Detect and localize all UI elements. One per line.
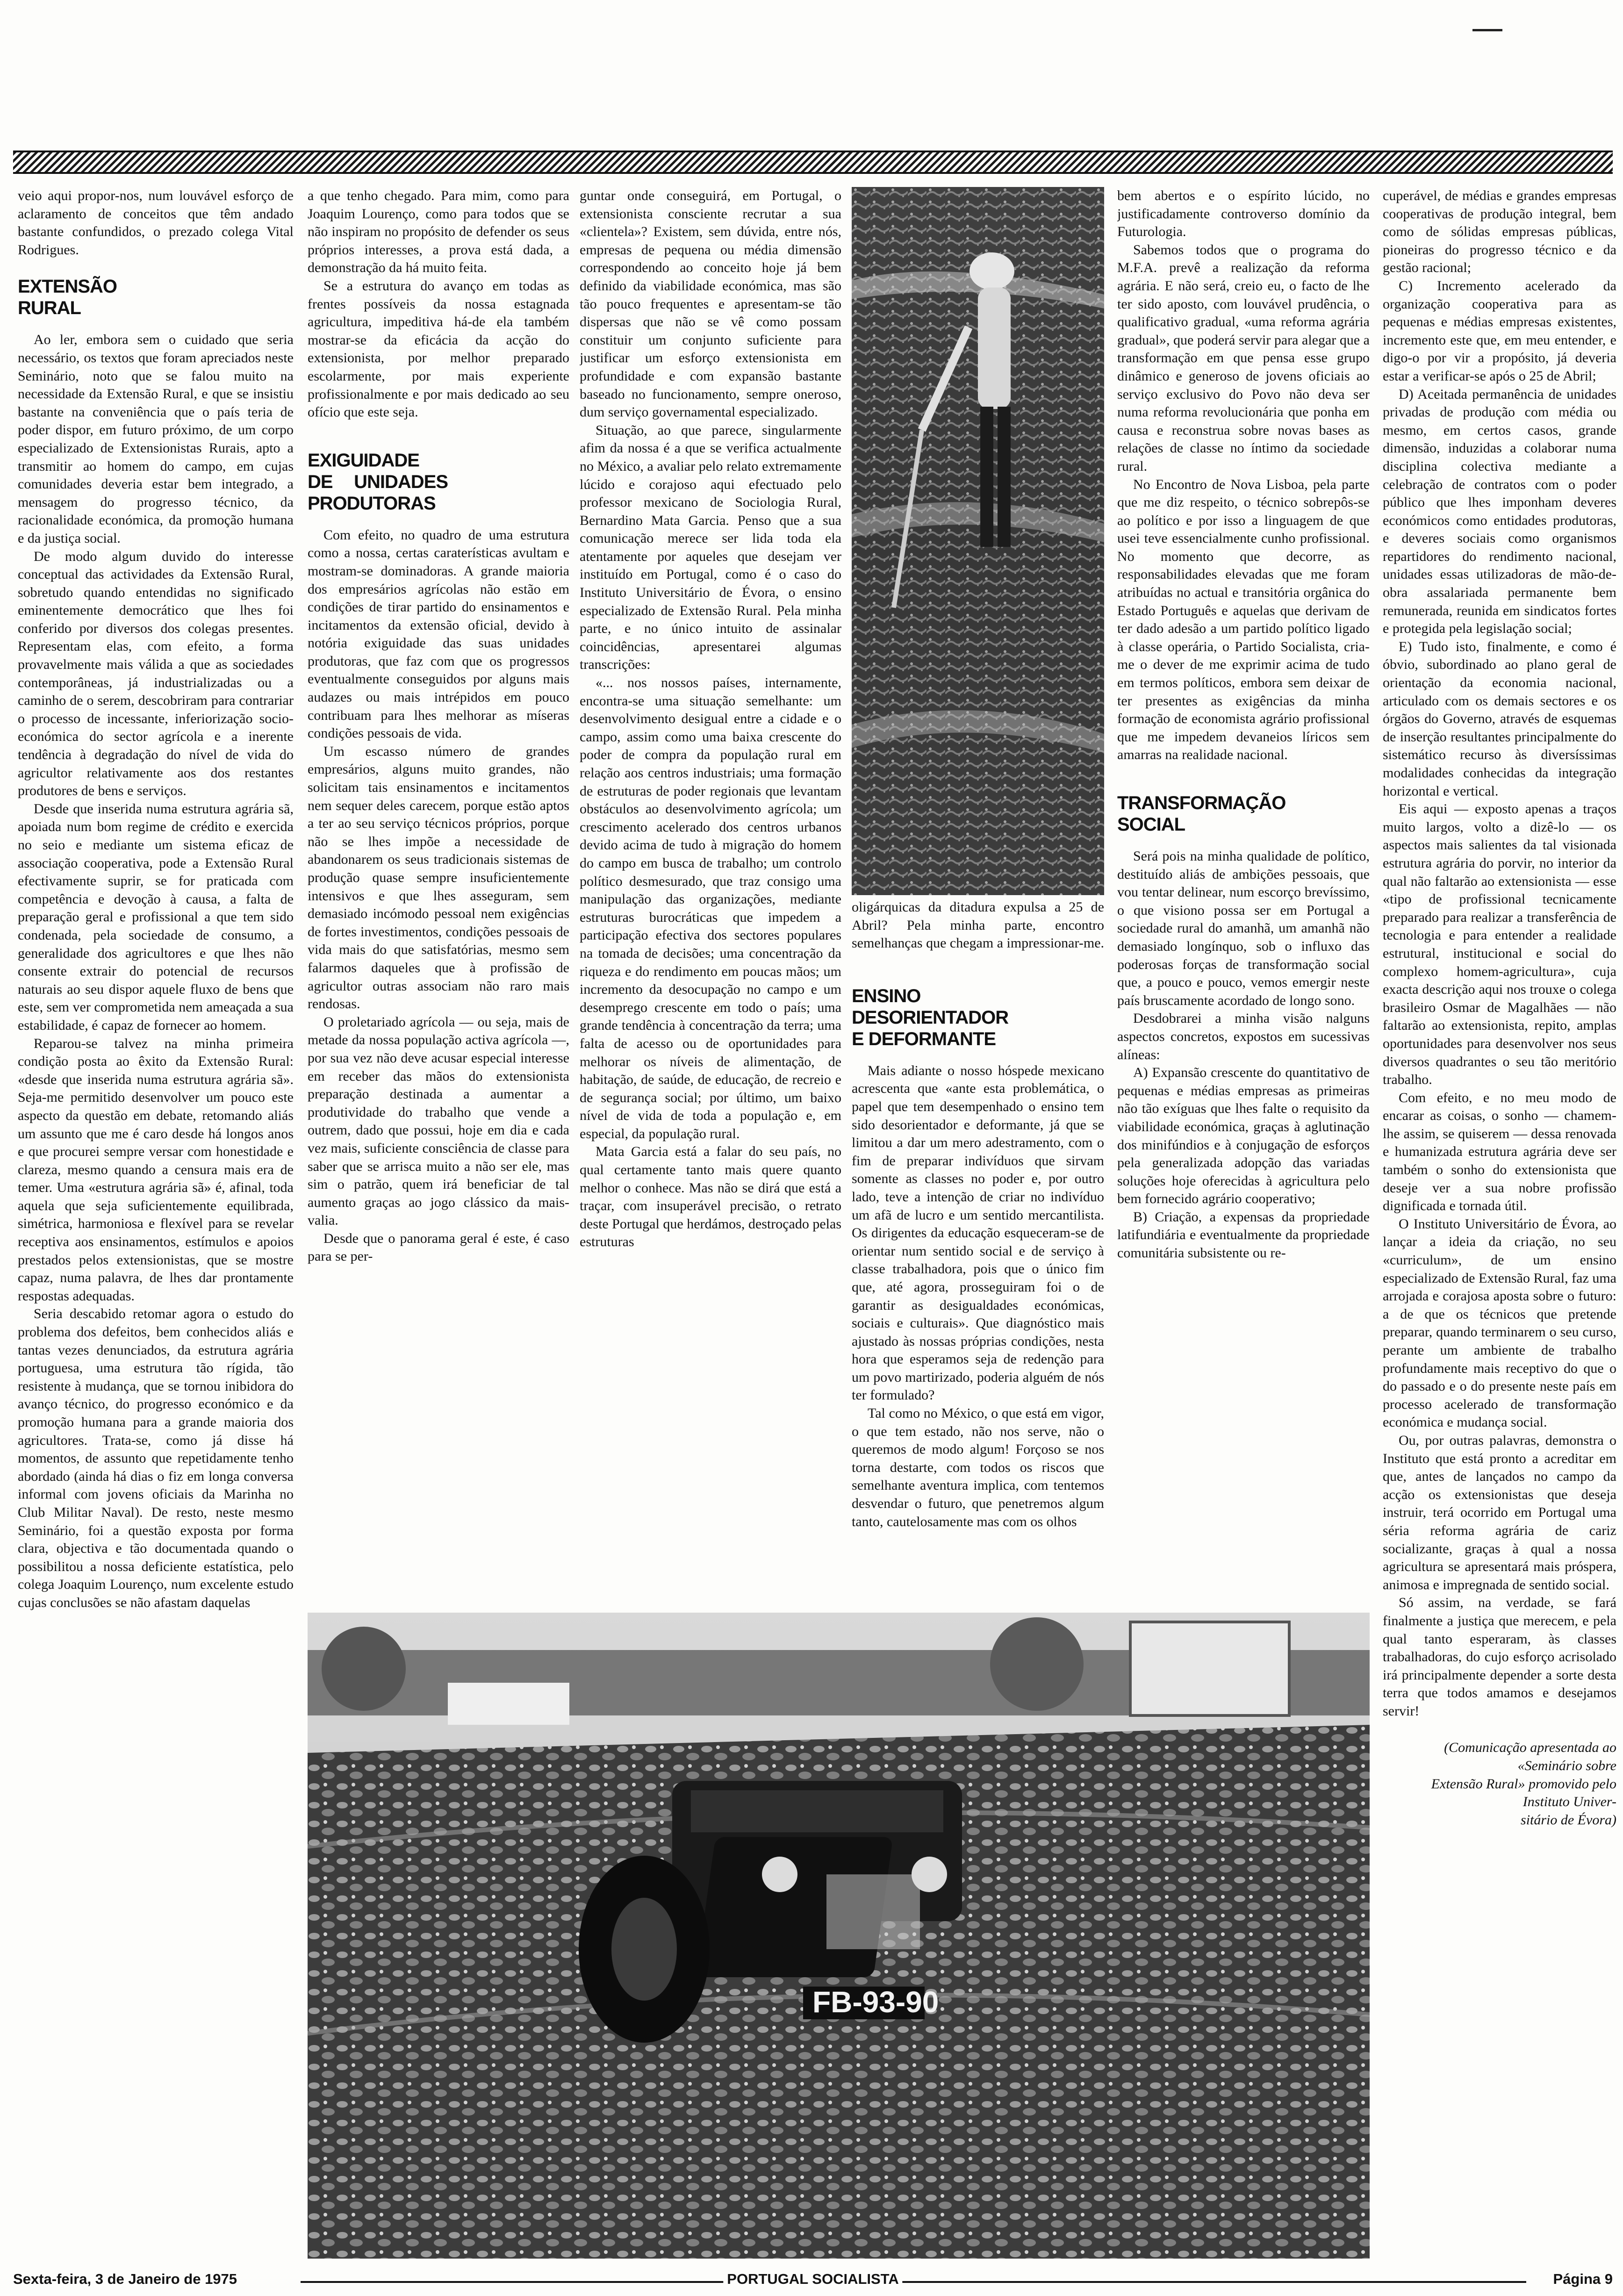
tractor-photo [308, 1613, 1370, 2259]
paragraph: Ao ler, embora sem o cuidado que seria necessário, os textos que foram apreciados neste Seminário, noto que se falou muito na necessidade da Extensão Rural, e que se insistiu bastante na conveniência que o país teria de poder dispor, em futuro próximo, de um corpo especializado de Extensionistas Rurais, apto a transmitir ao homem do campo, em cujas comunidades deveria estar bem integrado, a mensagem do progresso técnico, da racionalidade económica, da promoção humana e da justiça social. [18, 332, 294, 546]
section-heading: ENSINO DESORIENTADOR E DEFORMANTE [852, 985, 1009, 1049]
credit-line: sitário de Évora) [1521, 1812, 1616, 1828]
paragraph: a que tenho chegado. Para mim, como para Joaquim Lourenço, como para todos que se não inspiram no propósito de defender os seus próprios interesses, a prova está dada, a demonstração da há muito feita. [308, 188, 569, 276]
column-2 [308, 187, 569, 1589]
farmer-photo [852, 187, 1104, 895]
paragraph: Desde que o panorama geral é este, é caso para se per- [308, 1230, 569, 1264]
paragraph: Com efeito, no quadro de uma estrutura como a nossa, certas caraterísticas avultam e mostram-se dominadoras. A grande maioria dos empresários agrícolas não estão em condições de tirar partido do ensinamentos e incitamentos da extensão oficial, devido à notória exiguidade das suas unidades produtoras, que faz com que os progressos eventualmente conseguidos por alguns mais audazes ou mais intrépidos em pouco contribuam para lhes melhorar as míseras condições pessoais de vida. [308, 527, 569, 741]
footer-date: Sexta-feira, 3 de Janeiro de 1975 [13, 2271, 237, 2287]
paragraph: Um escasso número de grandes empresários, alguns muito grandes, não solicitam tais ensinamentos e incitamentos nem sequer deles carecem, porque estão aptos a ter ao seu serviço técnicos próprios, porque não se lhes impõe a necessidade de abandonarem os seus tradicionais sistemas de produção quase sempre insuficientemente intensivos e que lhes asseguram, sem demasiado incómodo pessoal nem exigências de fortes investimentos, condições pessoais de vida mais do que satisfatórias, mesmo sem falarmos daqueles que à profissão de agricultor outras associam não raro mais rendosas. [308, 743, 569, 1012]
column-4 [852, 898, 1104, 1609]
paragraph: Eis aqui — exposto apenas a traços muito largos, volto a dizê-lo — os aspectos mais salientes da tal visionada estrutura agrária do porvir, no interior da qual não faltarão ao extensionista — esse «tipo de profissional tecnicamente preparado para realizar a transferência de tecnologia e para entender a realidade estrutural, institucional e social do complexo homem-agricultura», cuja exacta descrição aqui nos trouxe o colega brasileiro Osmar de Magalhães — não faltarão ao extensionista, repito, amplas oportunidades para desenvolver nos seus diversos quadrantes o seu tão meritório trabalho. [1383, 801, 1616, 1088]
header-hatch-band [13, 151, 1613, 174]
paragraph: Desdobrarei a minha visão nalguns aspectos concretos, expostos em sucessivas alíneas: [1117, 1011, 1370, 1062]
tractor-in-field-photo-icon [308, 1613, 1370, 2259]
section-heading: EXTENSÃO RURAL [18, 276, 117, 319]
license-plate-text: FB-93-90 [812, 1985, 939, 2019]
paragraph: «... nos nossos países, internamente, encontra-se uma situação semelhante: um desenvolvimento desigual entre a cidade e o campo, assim como uma baixa crescente do poder de compra da população rural em relação aos centros industriais; uma formação de estruturas de poder regionais que levantam obstáculos ao desenvolvimento agrícola; um crescimento acelerado dos centros urbanos devido acima de tudo à migração do homem do campo em busca de trabalho; um controlo político desmesurado, que traz consigo uma manipulação das organizações, mediante estruturas burocráticas que impedem a participação efectiva dos sectores populares na tomada de decisões; uma concentração da riqueza e do rendimento em poucas mãos; um incremento da desocupação no campo e um desemprego crescente em todo o país; uma grande tendência à concentração da terra; uma falta de acesso ou de oportunidades para melhorar os níveis de alimentação, de habitação, de saúde, de educação, de recreio e de segurança social; por último, um baixo nível de vida de toda a população e, em especial, da população rural. [580, 675, 841, 1141]
paragraph: Mais adiante o nosso hóspede mexicano acrescenta que «ante esta problemática, o papel que tem desempenhado o ensino tem sido desorientador e deformante, já que se limitou a dar um mero adestramento, com o fim de preparar indivíduos que sirvam somente as classes no poder e, por outro lado, teve a intenção de criar no indivíduo um afã de lucro e um sentido mercantilista. Os dirigentes da educação esqueceram-se de orientar num sentido social e de serviço à classe trabalhadora, pois que o único fim que, até agora, prosseguiram foi o de garantir as desigualdades económicas, sociais e culturais». Que diagnóstico mais ajustado às nossas próprias condições, nesta hora que esperamos seja de redenção para um povo martirizado, poderia alguém de nós ter formulado? [852, 1062, 1104, 1403]
paragraph: De modo algum duvido do interesse conceptual das actividades da Extensão Rural, sobretudo quando entendidas no significado eminentemente democrático que lhes foi conferido por diversos dos colegas presentes. Representam elas, com efeito, a forma provavelmente mais válida a que as sociedades contemporâneas, já industrializadas ou a caminho de o serem, descobriram para contrariar o processo de incessante, inferiorização socio-económica do sector agrícola e a inerente tendência à degradação do nível de vida do agricultor relativamente aos dos restantes produtores de bens e serviços. [18, 548, 294, 799]
paragraph: Sabemos todos que o programa do M.F.A. prevê a realização da reforma agrária. E não será, creio eu, o facto de lhe ter sido aposto, com louvável prudência, o qualificativo gradual, «uma reforma agrária gradual», que poderá servir para alegar que a transformação em que pensa esse grupo dinâmico e generoso de jovens oficiais ao serviço exclusivo do Povo não deva ser numa reforma revolucionária que ponha em causa e reconstrua sobre novas bases as relações de classe no íntimo da sociedade rural. [1117, 242, 1370, 474]
credit-note [1383, 1739, 1616, 1829]
paragraph: oligárquicas da ditadura expulsa a 25 de Abril? Pela minha parte, encontro semelhanças que chegam a impressionar-me. [852, 899, 1104, 951]
paragraph: Mata Garcia está a falar do seu país, no qual certamente tanto mais quere quanto melhor o conhece. Mas não se dirá que está a traçar, com insuperável precisão, o retrato deste Portugal que herdámos, destroçado pelas estruturas [580, 1144, 841, 1250]
paragraph: Será pois na minha qualidade de político, destituído aliás de ambições pessoais, que vou tentar delinear, num escorço brevíssimo, o que visiono possa ser em Portugal a sociedade rural do amanhã, um amanhã não demasiado longínquo, sob o influxo das poderosas forças de transformação social que, a pouco e pouco, vemos emergir neste país bruscamente acordado de longo sono. [1117, 848, 1370, 1008]
paragraph: C) Incremento acelerado da organização cooperativa para as pequenas e médias empresas existentes, incremento este que, em meu entender, e digo-o por vir a propósito, já deveria estar a verificar-se após o 25 de Abril; [1383, 278, 1616, 384]
page-number: Página 9 [1550, 2271, 1613, 2288]
section-heading: TRANSFORMAÇÃO SOCIAL [1117, 793, 1286, 835]
column-3 [580, 187, 841, 1589]
paragraph: A) Expansão crescente do quantitativo de pequenas e médias empresas as primeiras não tão exíguas que lhes falte o requisito da viabilidade económica, graças à aglutinação dos minifúndios e à conjugação de esforços pela generalizada adopção das variadas soluções hoje oferecidas à agricultura pelo bem fornecido agrário cooperativo; [1117, 1065, 1370, 1207]
column-5 [1117, 187, 1370, 1608]
paragraph: Só assim, na verdade, se fará finalmente a justiça que merecem, e pela qual tanto esperaram, às classes trabalhadoras, do cujo esforço acrisolado irá principalmente depender a sorte desta terra que todos amamos e desejamos servir! [1383, 1595, 1616, 1719]
footer-rule [301, 2281, 1526, 2283]
paragraph: No Encontro de Nova Lisboa, pela parte que me diz respeito, o técnico sobrepôs-se ao político e por isso a linguagem de que usei teve essencialmente cunho profissional. No momento que decorre, as responsabilidades elevadas que me foram atribuídas no actual e transitória orgânica do Estado Português e aquelas que derivam de ter dado adesão a um partido político ligado à classe operária, o Partido Socialista, cria-me o dever de me exprimir acima de tudo em termos políticos, embora sem deixar de ter presentes as exigências da minha formação de economista agrário profissional que me impedem devaneios líricos sem amarras na realidade nacional. [1117, 476, 1370, 763]
paragraph: bem abertos e o espírito lúcido, no justificadamente controverso domínio da Futurologia. [1117, 188, 1370, 240]
paragraph: Situação, ao que parece, singularmente afim da nossa é a que se verifica actualmente no México, a avaliar pelo relato extremamente lúcido e corajoso aqui efectuado pelo professor mexicano de Sociologia Rural, Bernardino Mata Garcia. Penso que a sua comunicação merece ser lida toda ela atentamente por aqueles que desejam ver instituído em Portugal, como é o caso do Instituto Universitário de Évora, o ensino especializado de Extensão Rural. Pela minha parte, e no único intuito de assinalar coincidências, apresentarei algumas transcrições: [580, 422, 841, 673]
publication-name: PORTUGAL SOCIALISTA [723, 2271, 902, 2288]
column-6 [1383, 187, 1616, 2262]
credit-line: Extensão Rural» promovido pelo Instituto Univer- [1431, 1776, 1616, 1810]
paragraph: guntar onde conseguirá, em Portugal, o extensionista consciente recrutar a sua «clientela»? Existem, sem dúvida, entre nós, empresas de pequena ou média dimensão correspondendo ao conceito hoje já bem definido da viabilidade económica, mas são tão pouco frequentes e apresentam-se tão dispersas que não se vê como possam constituir um conjunto suficiente para justificar um esforço extensionista em profundidade e com expansão bastante baseado no funcionamento, sempre oneroso, dum serviço governamental especializado. [580, 188, 841, 420]
paragraph: D) Aceitada permanência de unidades privadas de produção com média ou mesmo, em certos casos, grande dimensão, induzidas a colaborar numa disciplina colectiva mediante a celebração de contratos com o poder público que lhes imponham deveres económicos como entidades produtoras, e deveres sociais como organismos repartidores do rendimento nacional, unidades essas utilizadoras de mão-de-obra assalariada permanente bem remunerada, reunida em sindicatos fortes e protegida pela legislação social; [1383, 386, 1616, 637]
page-footer [13, 2271, 1613, 2289]
paragraph: Seria descabido retomar agora o estudo do problema dos defeitos, bem conhecidos aliás e tantas vezes denunciados, da estrutura agrária portuguesa, uma estrutura tão rígida, tão resistente à mudança, que se tornou inibidora do avanço técnico, do progresso económico e da promoção humana para a grande maioria dos agricultores. Trata-se, como já disse há momentos, de assunto que repetidamente tenho abordado (ainda há dias o fiz em longa conversa informal com jovens oficiais da Marinha no Club Militar Naval). De resto, neste mesmo Seminário, foi a questão exposta por forma clara, objectiva e tão documentada quando o possibilitou a nossa deficiente estatística, pelo colega Joaquim Lourenço, num excelente estudo cujas conclusões se não afastam daquelas [18, 1306, 294, 1610]
corner-rule [1472, 29, 1502, 31]
farmer-in-field-photo-icon [852, 187, 1104, 895]
paragraph: O Instituto Universitário de Évora, ao lançar a ideia da criação, no seu «curriculum», de um ensino especializado de Extensão Rural, faz uma arrojada e corajosa aposta sobre o futuro: a de que os técnicos que pretende preparar, quando terminarem o seu curso, perante um ambiente de trabalho profundamente mais receptivo do que o do passado e o do presente neste país em processo acelerado de transformação económica e mudança social. [1383, 1216, 1616, 1430]
section-heading: EXIGUIDADE DE UNIDADES PRODUTORAS [308, 450, 448, 514]
paragraph: B) Criação, a expensas da propriedade latifundiária e eventualmente da propriedade comunitária subsistente ou re- [1117, 1209, 1370, 1261]
paragraph: E) Tudo isto, finalmente, e como é óbvio, subordinado ao plano geral de orientação da economia nacional, articulado com os demais sectores e os órgãos do Governo, através de esquemas de inserção resultantes principalmente do sistemático recurso às diversíssimas modalidades conhecidas da integração horizontal e vertical. [1383, 639, 1616, 799]
paragraph: veio aqui propor-nos, num louvável esforço de aclaramento de conceitos que têm andado bastante confundidos, o prezado colega Vital Rodrigues. [18, 188, 294, 258]
paragraph: Com efeito, e no meu modo de encarar as coisas, o sonho — chamem-lhe assim, se quiserem — dessa renovada e humanizada estrutura agrária deve ser também o sonho do extensionista que deseje ver a sua nobre profissão dignificada e tornada útil. [1383, 1090, 1616, 1214]
paragraph: Desde que inserida numa estrutura agrária sã, apoiada num bom regime de crédito e exercida no seio e mediante um sistema eficaz de associação cooperativa, pode a Extensão Rural efectivamente suprir, se for praticada com competência e devoção à causa, a falta de preparação geral e profissional a que tem sido condenada, pela sociedade de consumo, a generalidade dos agricultores e que lhes não consente extrair do potencial de recursos naturais ao seu dispor aquele fluxo de bens que este, sem ver comprometida nem ameaçada a sua estabilidade, é capaz de fornecer ao homem. [18, 801, 294, 1033]
paragraph: Se a estrutura do avanço em todas as frentes possíveis da nossa estagnada agricultura, impeditiva há-de ela também mostrar-se da eficácia da acção do extensionista, por melhor preparado escolarmente, por mais experiente profissionalmente e por mais dedicado ao seu ofício que este seja. [308, 278, 569, 420]
paragraph: Tal como no México, o que está em vigor, o que tem estado, não nos serve, não o queremos de modo algum! Forçoso se nos torna destarte, com todos os riscos que semelhante aventura implica, com tentemos desvendar o futuro, que penetremos algum tanto, cautelosamente mas com os olhos [852, 1406, 1104, 1529]
paragraph: Reparou-se talvez na minha primeira condição posta ao êxito da Extensão Rural: «desde que inserida numa estrutura agrária sã». Seja-me permitido desenvolver um pouco este aspecto da questão em debate, retomando aliás um assunto que me é caro desde há longos anos e que procurei sempre versar com honestidade e clareza, mesmo quando a censura mais era de temer. Uma «estrutura agrária sã» é, afinal, toda aquela que seja suficientemente equilibrada, simétrica, harmoniosa e flexível para se revelar receptiva aos ensinamentos, estímulos e apoios prestados pelos extensionistas, que se mostre capaz, numa palavra, de lhes dar prontamente respostas adequadas. [18, 1035, 294, 1304]
credit-line: (Comunicação apresentada ao «Seminário sobre [1444, 1740, 1616, 1774]
paragraph: cuperável, de médias e grandes empresas cooperativas de produção integral, bem como de sólidas empresas públicas, pioneiras do progresso técnico e da gestão racional; [1383, 188, 1616, 276]
paragraph: O proletariado agrícola — ou seja, mais de metade da nossa população activa agrícola —, por sua vez não deve acusar especial interesse em receber das mãos do extensionista preparação destinada a aumentar a produtividade do trabalho que vende a outrem, dado que possui, hoje em dia e cada vez mais, suficiente consciência de classe para saber que se arrisca muito a não ser ele, mas sim o patrão, quem irá beneficiar de tal aumento graças ao jogo clássico da mais-valia. [308, 1014, 569, 1228]
column-1 [18, 187, 294, 2262]
paragraph: Ou, por outras palavras, demonstra o Instituto que está pronto a acreditar em que, antes de lançados no campo da acção os extensionistas que deseja instruir, terá ocorrido em Portugal uma séria reforma agrária de cariz socializante, graças à qual a nossa agricultura se apresentará mais próspera, animosa e impregnada de sentido social. [1383, 1432, 1616, 1593]
